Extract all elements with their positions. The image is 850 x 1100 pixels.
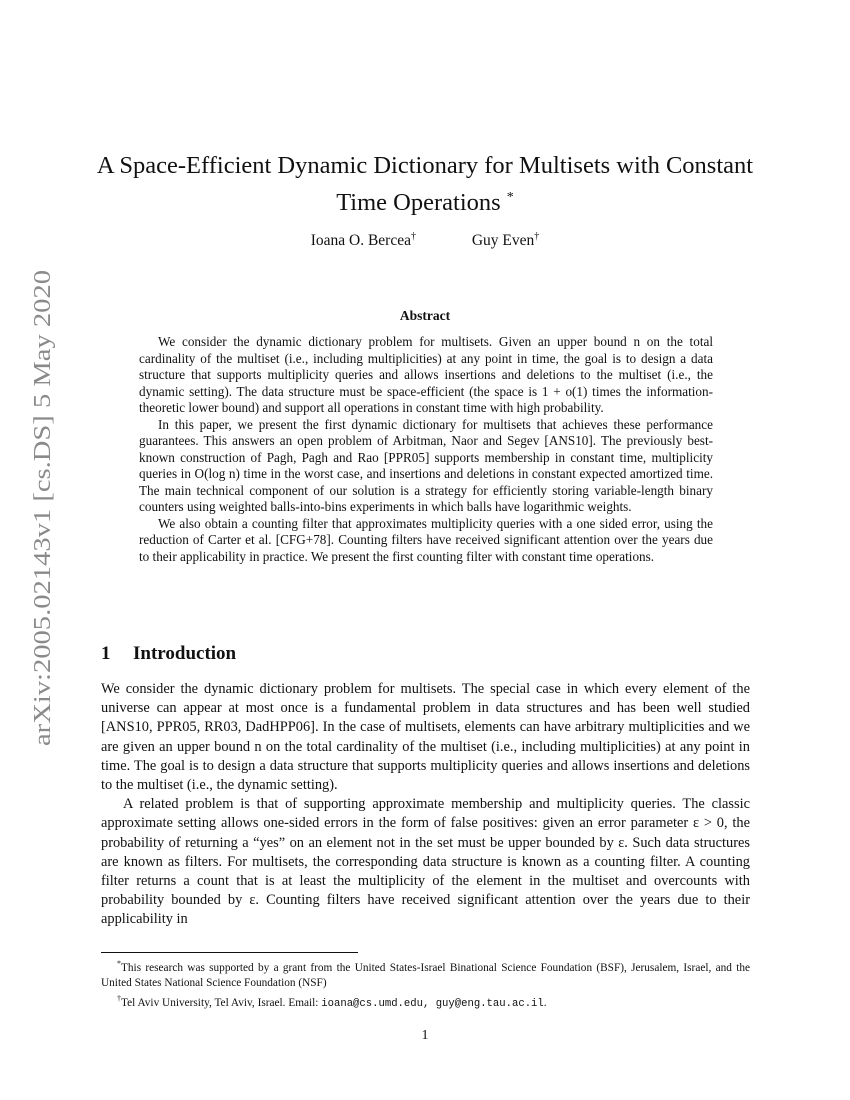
footnote [101,991,750,1012]
author-affiliation-mark: † [534,231,540,242]
footnote-emails: ioana@cs.umd.edu, guy@eng.tau.ac.il [321,997,544,1010]
footnote-text: This research was supported by a grant from the United States-Israel Binational Science Foundation (BSF), Jerusalem, Israel, and the United States National Science Foundation (NSF) [101,961,750,989]
abstract-paragraph: We consider the dynamic dictionary problem for multisets. Given an upper bound n on the total cardinality of the multiset (i.e., including multiplicities) at any point in time, the goal is to design a data structure that supports multiplicity queries and allows insertions and deletions to the multiset (i.e., the dynamic setting). The data structure must be space-efficient (the space is 1 + o(1) times the information-theoretic lower bound) and support all operations in constant time with high probability. [139,334,713,415]
paper-title [80,150,770,219]
footnote [101,956,750,991]
abstract-heading: Abstract [399,308,451,323]
arxiv-stamp [24,268,58,748]
footnote-rule [101,952,358,953]
author [472,231,539,250]
footnote-text-end: . [543,996,547,1009]
footnotes [101,956,750,1012]
abstract [139,334,713,565]
author-name: Ioana O. Bercea [310,232,411,250]
body-paragraph: A related problem is that of supporting approximate membership and multiplicity queries. The classic approximate setting allows one-sided errors in the form of false positives: given an error parameter ε > 0, the probability of returning a “yes” on an element not in the set must be upper bounded by ε. Such data structures are known as filters. For multisets, the corresponding data structure is known as a counting filter. A counting filter returns a count that is at least the multiplicity of the element in the multiset and overcounts with probability bounded by ε. Counting filters have received significant attention over the years due to their applicability in [101,796,750,928]
section-number: 1 [101,643,111,664]
abstract-paragraph: In this paper, we present the first dynamic dictionary for multisets that achieves these performance guarantees. This answers an open problem of Arbitman, Naor and Segev [ANS10]. The previously best-known construction of Pagh, Pagh and Rao [PPR05] supports membership in constant time, multiplicity queries in O(log n) time in the worst case, and insertions and deletions in constant expected amortized time. The main technical component of our solution is a strategy for efficiently storing variable-length binary counters using weighted balls-into-bins experiments in which balls have logarithmic weights. [139,416,713,514]
author [311,231,416,250]
footnote-mark: † [117,993,121,1003]
body-text [101,680,750,930]
footnote-mark: * [117,959,121,968]
author-name: Guy Even [471,232,535,250]
author-affiliation-mark: † [410,231,416,242]
page-number: 1 [421,1028,429,1043]
body-paragraph: We consider the dynamic dictionary problem for multisets. The special case in which every element of the universe can appear at most once is a fundamental problem in data structures and has been well studied [ANS10, PPR05, RR03, DadHPP06]. In the case of multisets, elements can have arbitrary multiplicities and we are given an upper bound n on the total cardinality of the multiset (i.e., including multiplicities) at any point in time. The goal is to design a data structure that supports multiplicity queries and allows insertions and deletions to the multiset (i.e., the dynamic setting). [101,681,750,794]
section-heading [101,643,236,665]
section-title: Introduction [133,643,237,664]
abstract-paragraph: We also obtain a counting filter that approximates multiplicity queries with a one sided error, using the reduction of Carter et al. [CFG+78]. Counting filters have received significant attention over the years due to their applicability in practice. We present the first counting filter with constant time operations. [139,515,713,564]
title-text: A Space-Efficient Dynamic Dictionary for Multisets with Constant Time Operations [96,152,754,217]
author-list [0,231,850,250]
title-footnote-mark: * [506,190,514,205]
arxiv-stamp-text: arXiv:2005.02143v1 [cs.DS] 5 May 2020 [30,346,56,746]
footnote-text: Tel Aviv University, Tel Aviv, Israel. Email: [121,996,322,1009]
